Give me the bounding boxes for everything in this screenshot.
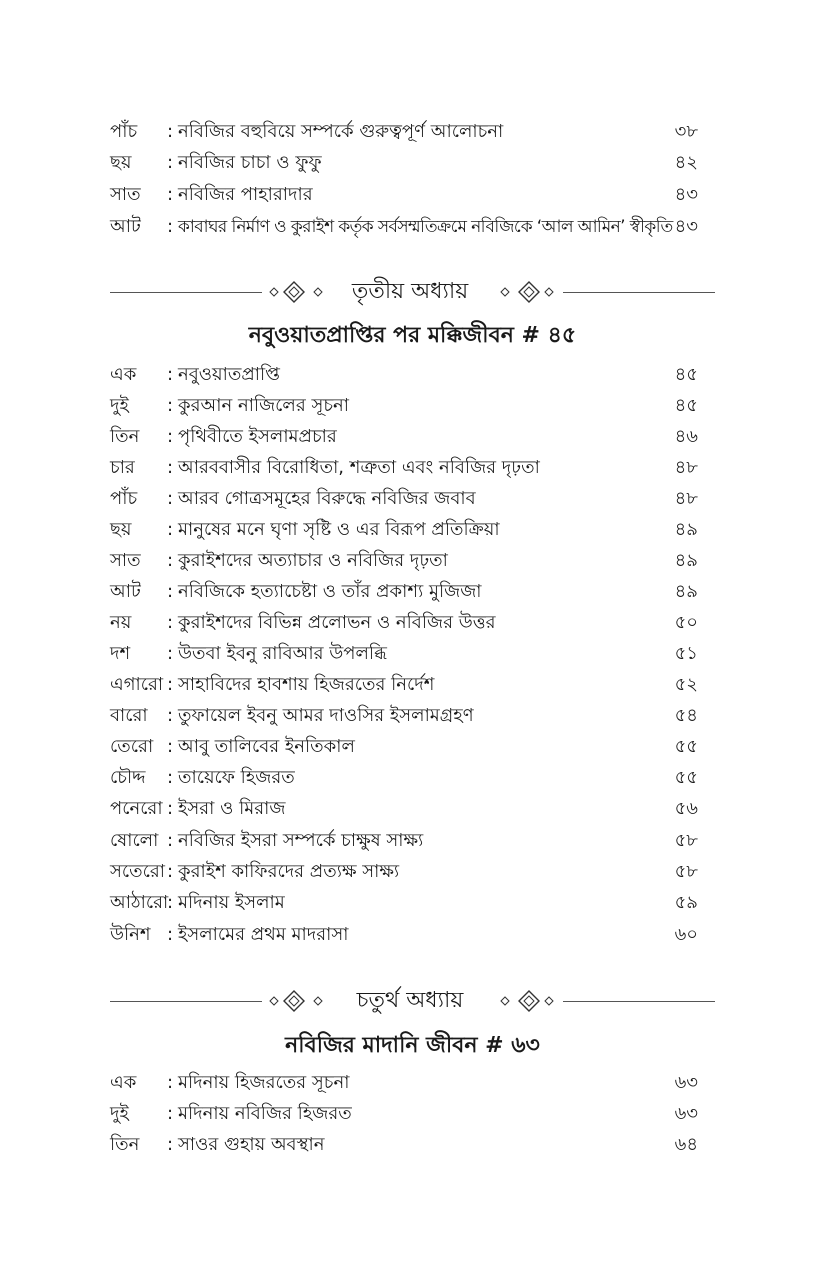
entry-number: আট <box>110 216 141 237</box>
toc-entry <box>110 149 698 177</box>
entry-number: আঠারো <box>110 892 169 913</box>
ornament-icon <box>262 279 326 305</box>
entry-colon: : <box>167 550 174 571</box>
chapter-divider <box>110 984 715 1018</box>
toc-entry <box>110 181 698 209</box>
entry-number: এক <box>110 1072 137 1093</box>
entry-title: কুরাইশদের বিভিন্ন প্রলোভন ও নবিজির উত্তর <box>178 612 496 633</box>
entry-colon: : <box>167 457 174 478</box>
ornament-icon <box>497 988 561 1014</box>
entry-title: নবিজির চাচা ও ফুফু <box>178 152 322 173</box>
entry-colon: : <box>167 395 174 416</box>
entry-colon: : <box>167 152 174 173</box>
entry-title: মানুষের মনে ঘৃণা সৃষ্টি ও এর বিরূপ প্রতিক্রিয়া <box>178 519 500 540</box>
toc-entry <box>110 1069 698 1097</box>
entry-title: আরব গোত্রসমূহের বিরুদ্ধে নবিজির জবাব <box>178 488 476 509</box>
entry-page: ৬৪ <box>674 1134 698 1155</box>
entry-title: কাবাঘর নির্মাণ ও কুরাইশ কর্তৃক সর্বসম্মতিক্রমে নবিজিকে ‘আল আমিন’ স্বীকৃতি <box>178 217 673 237</box>
toc-entry <box>110 858 698 886</box>
entry-title: ইসলামের প্রথম মাদরাসা <box>178 924 349 945</box>
chapter-label: চতুর্থ অধ্যায় <box>356 988 464 1013</box>
entry-number: সাত <box>110 184 141 205</box>
entry-colon: : <box>167 364 174 385</box>
entry-page: ৫৫ <box>674 767 698 788</box>
entry-page: ৪৮ <box>674 457 698 478</box>
entry-title: মদিনায় ইসলাম <box>178 892 285 913</box>
entry-number: পাঁচ <box>110 121 138 142</box>
entry-colon: : <box>167 861 174 882</box>
entry-number: দুই <box>110 1103 129 1124</box>
entry-title: আরববাসীর বিরোধিতা, শত্রুতা এবং নবিজির দৃঢ়তা <box>178 457 540 478</box>
entry-colon: : <box>167 767 174 788</box>
toc-entry <box>110 921 698 949</box>
entry-page: ৫৮ <box>674 830 698 851</box>
entry-colon: : <box>167 1103 174 1124</box>
entry-title: ইসরা ও মিরাজ <box>178 798 286 819</box>
entry-title: তায়েফে হিজরত <box>178 767 295 788</box>
toc-entry <box>110 392 698 420</box>
divider-line <box>110 292 262 293</box>
entry-title: মদিনায় হিজরতের সূচনা <box>178 1072 350 1093</box>
entry-title: নবিজিকে হত্যাচেষ্টা ও তাঁর প্রকাশ্য মুজিজা <box>178 581 482 602</box>
entry-number: এগারো <box>110 674 164 695</box>
toc-entry <box>110 671 698 699</box>
entry-title: মদিনায় নবিজির হিজরত <box>178 1103 352 1124</box>
entry-colon: : <box>167 1072 174 1093</box>
entry-page: ৪৯ <box>674 550 698 571</box>
entry-number: বারো <box>110 705 148 726</box>
toc-entry <box>110 1131 698 1159</box>
entry-page: ৫৪ <box>674 705 698 726</box>
entry-title: আবু তালিবের ইনতিকাল <box>178 736 355 757</box>
entry-number: উনিশ <box>110 924 151 945</box>
entry-colon: : <box>167 184 174 205</box>
entry-colon: : <box>167 736 174 757</box>
toc-entry <box>110 423 698 451</box>
entry-page: ৬০ <box>674 924 698 945</box>
entry-title: নবিজির বহুবিয়ে সম্পর্কে গুরুত্বপূর্ণ আলোচনা <box>178 121 504 142</box>
entry-title: কুরাইশ কাফিরদের প্রত্যক্ষ সাক্ষ্য <box>178 861 400 882</box>
entry-colon: : <box>167 705 174 726</box>
entry-page: ৬৩ <box>674 1103 698 1124</box>
entry-page: ৪৫ <box>674 364 698 385</box>
entry-colon: : <box>167 892 174 913</box>
entry-title: পৃথিবীতে ইসলামপ্রচার <box>178 426 337 447</box>
entry-page: ৪৫ <box>674 395 698 416</box>
entry-colon: : <box>167 643 174 664</box>
toc-entry <box>110 516 698 544</box>
toc-entry <box>110 764 698 792</box>
entry-title: উতবা ইবনু রাবিআর উপলব্ধি <box>178 643 387 664</box>
ornament-icon <box>497 279 561 305</box>
entry-title: তুফায়েল ইবনু আমর দাওসির ইসলামগ্রহণ <box>178 705 474 726</box>
entry-title: সাওর গুহায় অবস্থান <box>178 1134 325 1155</box>
entry-number: তেরো <box>110 736 154 757</box>
chapter-heading: নবিজির মাদানি জীবন # ৬৩ <box>285 1033 540 1058</box>
entry-page: ৬৩ <box>674 1072 698 1093</box>
toc-entry <box>110 702 698 730</box>
entry-number: সাত <box>110 550 141 571</box>
entry-page: ৪৩ <box>674 184 698 205</box>
entry-page: ৫৬ <box>674 798 698 819</box>
entry-number: নয় <box>110 612 132 633</box>
entry-page: ৪৯ <box>674 519 698 540</box>
entry-title: কুরআন নাজিলের সূচনা <box>178 395 350 416</box>
toc-entry <box>110 889 698 917</box>
entry-title: নবুওয়াতপ্রাপ্তি <box>178 364 280 385</box>
entry-page: ৫৫ <box>674 736 698 757</box>
toc-entry <box>110 733 698 761</box>
entry-number: ষোলো <box>110 830 159 851</box>
divider-line <box>110 1001 262 1002</box>
entry-number: এক <box>110 364 137 385</box>
entry-colon: : <box>167 121 174 142</box>
entry-number: তিন <box>110 426 140 447</box>
entry-number: চার <box>110 457 135 478</box>
entry-colon: : <box>167 830 174 851</box>
entry-page: ৪২ <box>674 152 698 173</box>
ornament-icon <box>262 988 326 1014</box>
toc-entry <box>110 1100 698 1128</box>
entry-page: ৪৯ <box>674 581 698 602</box>
entry-title: নবিজির পাহারাদার <box>178 184 313 205</box>
toc-entry <box>110 547 698 575</box>
entry-number: ছয় <box>110 519 132 540</box>
toc-entry <box>110 609 698 637</box>
chapter-divider <box>110 275 715 309</box>
divider-line <box>563 1001 715 1002</box>
chapter-label: তৃতীয় অধ্যায় <box>351 279 469 304</box>
entry-number: আট <box>110 581 141 602</box>
entry-page: ৪৩ <box>674 216 698 237</box>
toc-entry <box>110 640 698 668</box>
entry-number: পাঁচ <box>110 488 138 509</box>
chapter-heading: নবুওয়াতপ্রাপ্তির পর মক্কিজীবন # ৪৫ <box>248 323 577 348</box>
entry-number: দশ <box>110 643 131 664</box>
divider-line <box>563 292 715 293</box>
entry-colon: : <box>167 798 174 819</box>
entry-page: ৪৬ <box>674 426 698 447</box>
entry-number: দুই <box>110 395 129 416</box>
toc-entry <box>110 827 698 855</box>
toc-entry <box>110 118 698 146</box>
entry-colon: : <box>167 612 174 633</box>
entry-page: ৪৮ <box>674 488 698 509</box>
entry-title: সাহাবিদের হাবশায় হিজরতের নির্দেশ <box>178 674 435 695</box>
entry-page: ৩৮ <box>674 121 698 142</box>
entry-page: ৫১ <box>674 643 698 664</box>
entry-page: ৫০ <box>674 612 698 633</box>
entry-colon: : <box>167 519 174 540</box>
toc-entry <box>110 485 698 513</box>
entry-title: কুরাইশদের অত্যাচার ও নবিজির দৃঢ়তা <box>178 550 448 571</box>
entry-number: পনেরো <box>110 798 163 819</box>
entry-colon: : <box>167 581 174 602</box>
toc-entry <box>110 578 698 606</box>
entry-title: নবিজির ইসরা সম্পর্কে চাক্ষুষ সাক্ষ্য <box>178 830 424 851</box>
entry-colon: : <box>167 1134 174 1155</box>
entry-colon: : <box>167 674 174 695</box>
entry-number: ছয় <box>110 152 132 173</box>
entry-page: ৫৯ <box>674 892 698 913</box>
toc-entry <box>110 361 698 389</box>
entry-colon: : <box>167 426 174 447</box>
entry-page: ৫২ <box>674 674 698 695</box>
toc-entry <box>110 213 698 241</box>
entry-colon: : <box>167 488 174 509</box>
entry-number: সতেরো <box>110 861 165 882</box>
toc-entry <box>110 795 698 823</box>
entry-colon: : <box>167 216 174 237</box>
entry-colon: : <box>167 924 174 945</box>
entry-number: চৌদ্দ <box>110 767 146 788</box>
entry-page: ৫৮ <box>674 861 698 882</box>
toc-entry <box>110 454 698 482</box>
entry-number: তিন <box>110 1134 140 1155</box>
